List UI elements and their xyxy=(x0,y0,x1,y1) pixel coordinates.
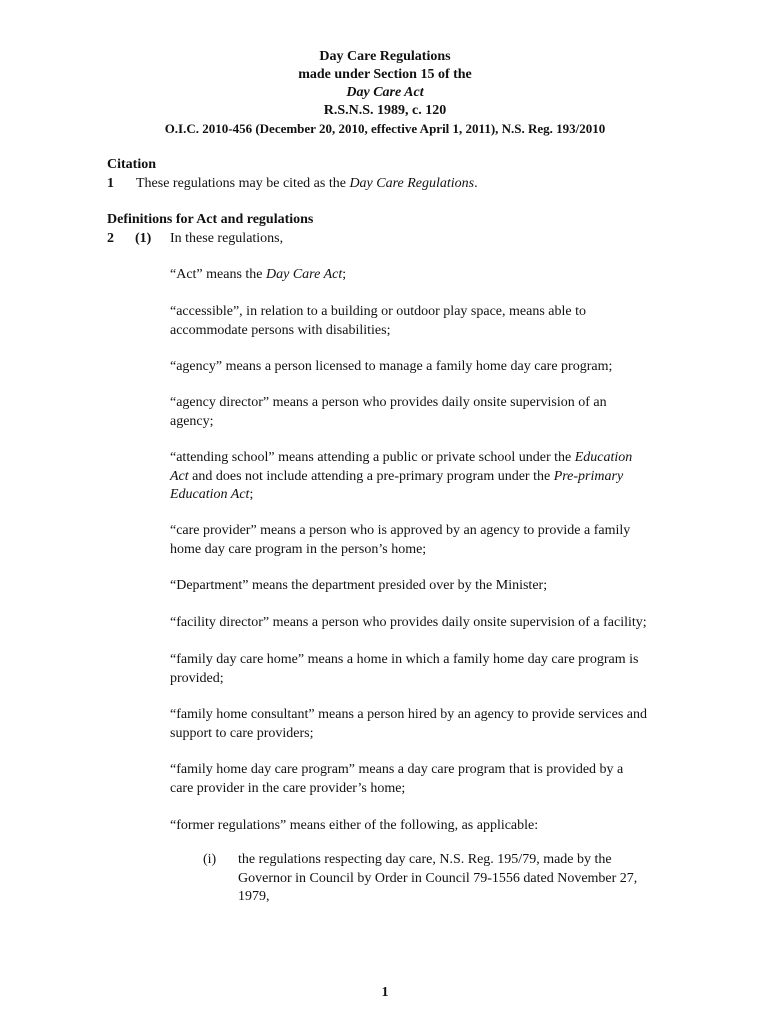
subsection-number: (1) xyxy=(135,231,152,246)
oic-citation: O.I.C. 2010-456 (December 20, 2010, effective April 1, 2011), N.S. Reg. 193/2010 xyxy=(164,121,606,136)
definition-agency-director: “agency director” means a person who provides daily onsite supervision of an agency; xyxy=(170,395,607,429)
definition-department: “Department” means the department presided over by the Minister; xyxy=(170,578,548,593)
act-name: Day Care Act xyxy=(346,85,424,100)
clause-text-i: the regulations respecting day care, N.S. Reg. 195/79, made by the Governor in Council by Order in Council 79-1556 dated November 27, 1979, xyxy=(238,852,638,904)
citation-text: These regulations may be cited as the Day Care Regulations. xyxy=(136,176,478,191)
definition-act: “Act” means the Day Care Act; xyxy=(170,267,347,282)
regulation-title: Day Care Regulations xyxy=(319,49,451,64)
definition-attending-school: “attending school” means attending a public or private school under the Education Act and does not include attending a pre-primary program under the Pre-primary Education Act; xyxy=(170,450,633,502)
clause-label-i: (i) xyxy=(203,852,217,867)
definition-family-home-day-care-program: “family home day care program” means a day care program that is provided by a care provider in the care provider’s home; xyxy=(170,762,624,796)
definition-accessible: “accessible”, in relation to a building or outdoor play space, means able to accommodate persons with disabilities; xyxy=(170,304,586,338)
citation-heading: Citation xyxy=(107,157,156,172)
definition-family-day-care-home: “family day care home” means a home in which a family home day care program is provided; xyxy=(170,652,639,686)
definition-facility-director: “facility director” means a person who provides daily onsite supervision of a facility; xyxy=(170,615,647,630)
rsns-citation: R.S.N.S. 1989, c. 120 xyxy=(323,103,447,118)
definition-care-provider: “care provider” means a person who is approved by an agency to provide a family home day care program in the person’s home; xyxy=(170,523,631,557)
definitions-heading: Definitions for Act and regulations xyxy=(107,212,314,227)
made-under-line: made under Section 15 of the xyxy=(298,67,472,82)
section-number-1: 1 xyxy=(107,176,114,191)
definition-family-home-consultant: “family home consultant” means a person hired by an agency to provide services and support to care providers; xyxy=(170,707,648,741)
definitions-intro: In these regulations, xyxy=(170,231,284,246)
definition-former-regulations: “former regulations” means either of the following, as applicable: xyxy=(170,818,539,833)
section-number-2: 2 xyxy=(107,231,114,246)
definition-agency: “agency” means a person licensed to manage a family home day care program; xyxy=(170,359,613,374)
page-number: 1 xyxy=(381,985,389,1000)
document-header xyxy=(0,48,770,138)
